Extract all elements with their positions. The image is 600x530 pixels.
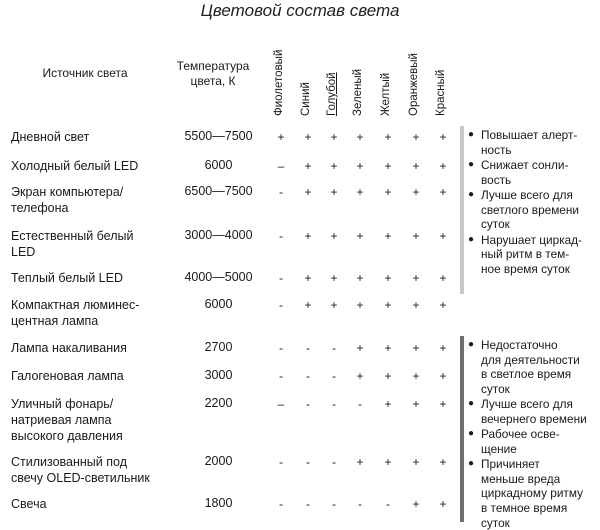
row-mark: +	[439, 229, 447, 243]
row-source-line: высокого давления	[11, 429, 123, 443]
row-mark: +	[384, 159, 392, 173]
group2-bracket	[460, 336, 464, 522]
row-mark: +	[356, 130, 364, 144]
row-mark: +	[439, 369, 447, 383]
row-mark: +	[384, 185, 392, 199]
row-source-line: Экран компьютера/	[11, 185, 124, 199]
bullet-icon: ●	[468, 159, 475, 170]
row-mark: +	[356, 369, 364, 383]
color-header-label: Оранжевый	[408, 53, 420, 116]
color-header-1	[300, 2, 314, 116]
row-temperature: 2700	[204, 340, 233, 354]
row-mark: +	[330, 229, 338, 243]
color-header-label: Желтый	[380, 72, 392, 116]
row-mark: +	[439, 397, 447, 411]
row-mark: +	[384, 130, 392, 144]
row-mark: -	[332, 341, 336, 355]
row-mark: +	[356, 159, 364, 173]
row-mark: +	[439, 455, 447, 469]
row-mark: +	[439, 497, 447, 511]
row-temperature: 2200	[204, 396, 233, 410]
row-mark: +	[439, 159, 447, 173]
row-mark: +	[439, 298, 447, 312]
bullet-icon: ●	[468, 458, 475, 470]
row-source-line: Свеча	[11, 497, 47, 511]
bullet-icon: ●	[468, 339, 475, 350]
row-mark: -	[332, 369, 336, 383]
row-temperature: 6000	[204, 158, 233, 172]
row-mark: +	[330, 130, 338, 144]
row-temperature: 3000	[204, 368, 233, 382]
row-source-line: Холодный белый LED	[11, 159, 139, 173]
row-source	[11, 184, 176, 216]
note-line: Лучше всего для	[481, 188, 573, 202]
row-mark: -	[332, 497, 336, 511]
row-mark: -	[306, 369, 310, 383]
note-line: ность	[481, 142, 512, 157]
row-mark: -	[279, 455, 283, 469]
note-line: циркадному ритму	[481, 486, 583, 501]
row-mark: -	[279, 298, 283, 312]
row-source	[11, 496, 176, 512]
row-mark: +	[412, 229, 420, 243]
row-mark: +	[304, 271, 312, 285]
note-line: щение	[481, 441, 517, 456]
note-group2-3	[468, 457, 598, 530]
row-source-line: Компактная люминес-	[11, 298, 140, 312]
bullet-icon: ●	[468, 233, 475, 245]
row-mark: –	[277, 397, 285, 411]
row-mark: +	[412, 185, 420, 199]
row-source	[11, 368, 176, 384]
row-source-line: Дневной свет	[11, 130, 90, 144]
row-source-line: Лампа накаливания	[11, 341, 127, 355]
row-mark: -	[386, 497, 390, 511]
row-source	[11, 270, 176, 286]
row-mark: +	[356, 341, 364, 355]
row-mark: +	[412, 397, 420, 411]
row-mark: +	[412, 298, 420, 312]
color-header-2	[326, 2, 340, 116]
row-source-line: свечу OLED-светильник	[11, 471, 150, 485]
row-mark: +	[384, 341, 392, 355]
note-line: для деятельности	[481, 352, 580, 367]
row-source-line: натриевая лампа	[11, 413, 112, 427]
header-temperature-line1: Температура	[176, 59, 250, 73]
note-line: Повышает алерт-	[481, 128, 578, 142]
row-mark: -	[332, 397, 336, 411]
row-source	[11, 158, 176, 174]
row-source	[11, 228, 176, 260]
row-mark: +	[330, 271, 338, 285]
row-mark: +	[412, 497, 420, 511]
row-mark: +	[304, 159, 312, 173]
row-source	[11, 396, 176, 444]
row-mark: -	[279, 229, 283, 243]
table-title: Цветовой состав света	[200, 1, 400, 20]
row-mark: +	[304, 229, 312, 243]
note-line: светлого времени	[481, 202, 579, 217]
row-mark: +	[412, 271, 420, 285]
color-header-5	[408, 2, 422, 116]
color-header-6	[435, 2, 449, 116]
color-header-0	[273, 2, 287, 116]
group1-bracket	[460, 126, 464, 294]
row-mark: +	[439, 271, 447, 285]
note-line: суток	[481, 381, 510, 396]
row-mark: -	[358, 497, 362, 511]
note-group2-1	[468, 397, 598, 426]
row-mark: -	[306, 397, 310, 411]
row-mark: -	[306, 497, 310, 511]
note-group2-0	[468, 338, 598, 396]
note-line: Рабочее осве-	[481, 427, 560, 442]
color-header-label: Синий	[300, 82, 312, 116]
color-header-label: Красный	[435, 69, 447, 116]
row-mark: +	[384, 271, 392, 285]
row-mark: +	[304, 298, 312, 312]
note-line: вечернего времени	[481, 411, 587, 426]
note-line: Нарушает циркад-	[481, 232, 582, 247]
row-mark: -	[279, 497, 283, 511]
note-line: ное время суток	[481, 261, 570, 276]
note-line: Причиняет	[481, 457, 540, 472]
row-source-line: центная лампа	[11, 314, 99, 328]
bullet-icon: ●	[468, 129, 475, 140]
note-line: меньше вреда	[481, 471, 561, 486]
note-line: суток	[481, 217, 510, 232]
row-mark: +	[439, 341, 447, 355]
row-mark: +	[412, 130, 420, 144]
row-mark: +	[384, 229, 392, 243]
row-source	[11, 340, 176, 356]
row-temperature: 1800	[204, 496, 233, 510]
row-mark: -	[358, 397, 362, 411]
header-source: Источник света	[42, 66, 128, 80]
row-mark: +	[412, 341, 420, 355]
row-source-line: телефона	[11, 201, 69, 215]
note-line: вость	[481, 172, 512, 187]
row-source	[11, 297, 176, 329]
row-mark: +	[439, 185, 447, 199]
note-line: суток	[481, 515, 510, 530]
header-temperature-line2: цвета, К	[190, 74, 236, 88]
row-mark: -	[279, 185, 283, 199]
row-source-line: Стилизованный под	[11, 455, 127, 469]
note-group1-3	[468, 233, 598, 277]
row-mark: +	[330, 298, 338, 312]
row-mark: +	[356, 185, 364, 199]
row-mark: -	[279, 271, 283, 285]
row-source-line: Теплый белый LED	[11, 271, 123, 285]
note-line: Лучше всего для	[481, 397, 573, 412]
row-mark: +	[356, 455, 364, 469]
row-mark: -	[279, 369, 283, 383]
row-temperature: 2000	[204, 454, 233, 468]
row-temperature: 6000	[204, 297, 233, 311]
row-mark: +	[356, 271, 364, 285]
row-mark: +	[412, 159, 420, 173]
row-mark: –	[277, 159, 285, 173]
row-mark: +	[330, 159, 338, 173]
row-source	[11, 129, 176, 145]
note-line: в светлое время	[481, 367, 572, 382]
row-mark: +	[304, 130, 312, 144]
row-mark: +	[412, 455, 420, 469]
row-mark: -	[279, 341, 283, 355]
row-mark: +	[384, 397, 392, 411]
row-source	[11, 454, 176, 486]
row-mark: +	[304, 185, 312, 199]
row-mark: +	[277, 130, 285, 144]
row-source-line: LED	[11, 245, 36, 259]
note-line: Снижает сонли-	[481, 158, 569, 172]
row-mark: +	[384, 455, 392, 469]
row-mark: +	[356, 298, 364, 312]
note-group2-2	[468, 427, 598, 456]
row-mark: +	[439, 130, 447, 144]
row-source-line: Галогеновая лампа	[11, 369, 124, 383]
note-group1-1	[468, 158, 598, 187]
row-mark: -	[306, 341, 310, 355]
note-line: ный ритм в тем-	[481, 247, 570, 262]
row-mark: +	[384, 298, 392, 312]
row-mark: -	[332, 455, 336, 469]
bullet-icon: ●	[468, 428, 475, 440]
color-header-4	[380, 2, 394, 116]
color-header-label: Зеленый	[352, 68, 364, 116]
row-temperature: 3000—4000	[184, 228, 253, 242]
row-source-line: Естественный белый	[11, 229, 134, 243]
note-group1-2	[468, 188, 598, 232]
row-mark: +	[330, 185, 338, 199]
row-mark: -	[306, 455, 310, 469]
row-source-line: Уличный фонарь/	[11, 397, 114, 411]
row-mark: +	[384, 369, 392, 383]
note-line: в темное время	[481, 500, 568, 515]
note-group1-0	[468, 128, 598, 157]
row-mark: +	[356, 229, 364, 243]
row-temperature: 4000—5000	[184, 270, 253, 284]
bullet-icon: ●	[468, 189, 475, 200]
color-header-label: Фиолетовый	[273, 49, 285, 116]
color-header-3	[352, 2, 366, 116]
row-mark: +	[412, 369, 420, 383]
note-line: Недостаточно	[481, 338, 558, 352]
row-temperature: 6500—7500	[184, 184, 253, 198]
color-header-label: Голубой	[326, 72, 338, 116]
row-temperature: 5500—7500	[184, 129, 253, 143]
header-temperature	[168, 59, 258, 89]
bullet-icon: ●	[468, 398, 475, 410]
